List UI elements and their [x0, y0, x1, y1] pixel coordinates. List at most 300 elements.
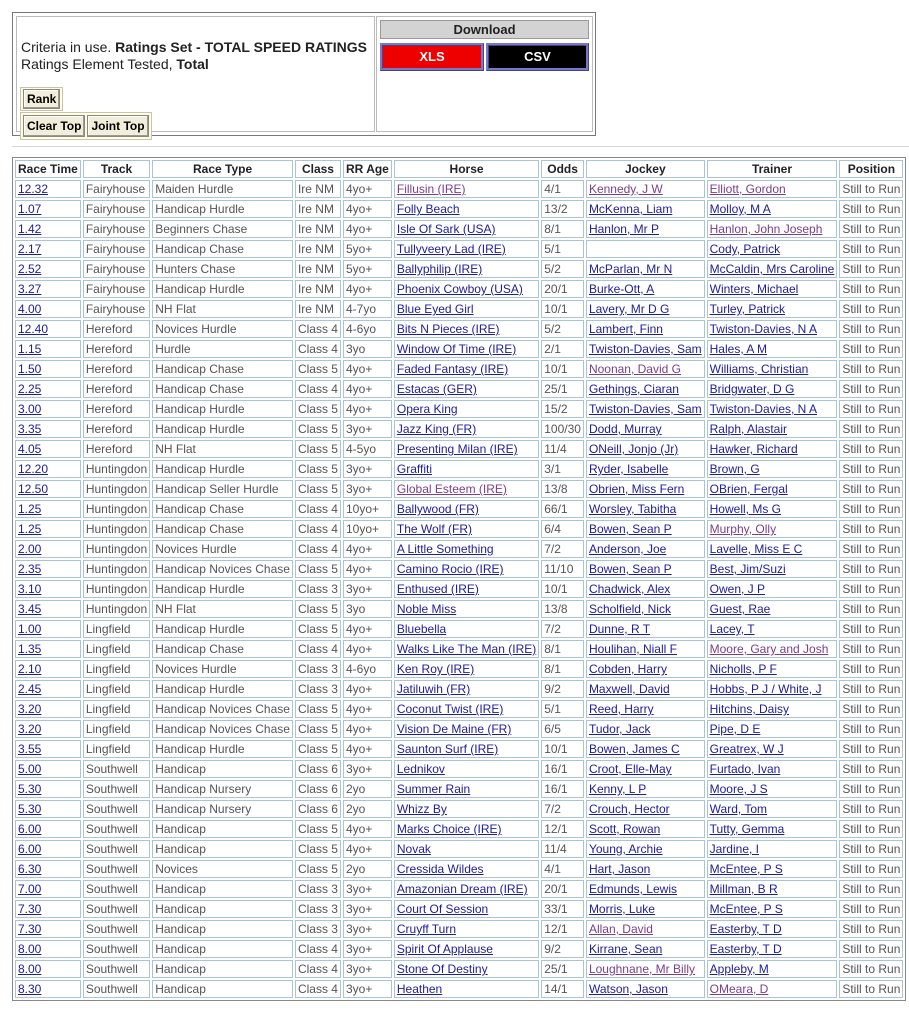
horse-link[interactable]: Summer Rain — [396, 782, 471, 796]
race-time-cell — [15, 380, 81, 398]
horse-cell — [394, 600, 539, 618]
horse-link[interactable]: Isle Of Sark (USA) — [396, 222, 496, 236]
jockey-cell — [586, 780, 705, 798]
trainer-link[interactable]: Lacey, T — [709, 622, 755, 636]
horse-cell — [394, 360, 539, 378]
horse-link[interactable]: Vision De Maine (FR) — [396, 722, 512, 736]
rr-age-cell: 2yo — [343, 800, 392, 818]
race-time-link[interactable]: 12.32 — [18, 182, 49, 196]
race-type-cell: NH Flat — [152, 600, 293, 618]
jockey-cell — [586, 620, 705, 638]
horse-link[interactable]: Saunton Surf (IRE) — [396, 742, 499, 756]
track-cell: Huntingdon — [83, 560, 150, 578]
table-row — [15, 780, 903, 798]
trainer-link[interactable]: Howell, Ms G — [709, 502, 781, 516]
class-cell: Class 5 — [295, 820, 341, 838]
jockey-link[interactable]: Tudor, Jack — [588, 722, 651, 736]
jockey-link[interactable]: McKenna, Liam — [588, 202, 673, 216]
odds-cell: 13/8 — [541, 600, 584, 618]
jockey-link[interactable]: Noonan, David G — [588, 362, 681, 376]
jockey-link[interactable]: Scott, Rowan — [588, 822, 661, 836]
jockey-link[interactable]: Kenny, L P — [588, 782, 647, 796]
trainer-link[interactable]: Twiston-Davies, N A — [709, 402, 818, 416]
jockey-cell — [586, 720, 705, 738]
odds-cell: 9/2 — [541, 940, 584, 958]
trainer-link[interactable]: Elliott, Gordon — [709, 182, 786, 196]
trainer-link[interactable]: Furtado, Ivan — [709, 762, 781, 776]
race-time-cell — [15, 500, 81, 518]
race-time-link[interactable]: 12.50 — [18, 482, 49, 496]
horse-link[interactable]: Fillusin (IRE) — [396, 182, 466, 196]
race-time-cell — [15, 780, 81, 798]
trainer-link[interactable]: Guest, Rae — [709, 602, 771, 616]
race-time-link[interactable]: 7.30 — [18, 922, 42, 936]
joint-top-button[interactable]: Joint Top — [87, 115, 148, 137]
position-cell: Still to Run — [839, 620, 903, 638]
trainer-link[interactable]: Appleby, M — [709, 962, 769, 976]
odds-cell: 5/2 — [541, 260, 584, 278]
race-type-cell: Handicap — [152, 840, 293, 858]
race-time-cell — [15, 860, 81, 878]
race-time-link[interactable]: 2.35 — [18, 562, 42, 576]
trainer-link[interactable]: Hawker, Richard — [709, 442, 798, 456]
horse-cell — [394, 780, 539, 798]
race-time-link[interactable]: 3.45 — [18, 602, 42, 616]
trainer-link[interactable]: McEntee, P S — [709, 902, 783, 916]
race-time-link[interactable]: 3.35 — [18, 422, 42, 436]
trainer-link[interactable]: Jardine, I — [709, 842, 759, 856]
race-time-link[interactable]: 1.00 — [18, 622, 42, 636]
horse-cell — [394, 900, 539, 918]
jockey-link[interactable]: Twiston-Davies, Sam — [588, 402, 702, 416]
horse-link[interactable]: Cruyff Turn — [396, 922, 456, 936]
track-cell: Southwell — [83, 960, 150, 978]
trainer-link[interactable]: Hanlon, John Joseph — [709, 222, 823, 236]
race-time-link[interactable]: 2.25 — [18, 382, 42, 396]
horse-link[interactable]: Jazz King (FR) — [396, 422, 477, 436]
trainer-link[interactable]: Hitchins, Daisy — [709, 702, 789, 716]
position-cell: Still to Run — [839, 820, 903, 838]
jockey-link[interactable]: Young, Archie — [588, 842, 663, 856]
jockey-link[interactable]: Cobden, Harry — [588, 662, 667, 676]
trainer-link[interactable]: Moore, J S — [709, 782, 768, 796]
horse-link[interactable]: Bits N Pieces (IRE) — [396, 322, 500, 336]
class-cell: Class 4 — [295, 380, 341, 398]
race-time-link[interactable]: 1.15 — [18, 342, 42, 356]
horse-cell — [394, 480, 539, 498]
race-type-cell: Handicap Chase — [152, 240, 293, 258]
trainer-link[interactable]: Winters, Michael — [709, 282, 799, 296]
position-cell: Still to Run — [839, 520, 903, 538]
jockey-link[interactable]: Bowen, Sean P — [588, 522, 672, 536]
race-time-link[interactable]: 3.55 — [18, 742, 42, 756]
race-time-link[interactable]: 4.00 — [18, 302, 42, 316]
horse-link[interactable]: Folly Beach — [396, 202, 460, 216]
horse-link[interactable]: Presenting Milan (IRE) — [396, 442, 518, 456]
horse-cell — [394, 760, 539, 778]
race-type-cell: NH Flat — [152, 440, 293, 458]
table-row — [15, 620, 903, 638]
odds-cell: 100/30 — [541, 420, 584, 438]
jockey-link[interactable]: Anderson, Joe — [588, 542, 667, 556]
jockey-link[interactable]: Lavery, Mr D G — [588, 302, 670, 316]
criteria-text — [21, 39, 367, 73]
trainer-link[interactable]: Ward, Tom — [709, 802, 767, 816]
odds-cell: 13/8 — [541, 480, 584, 498]
table-row — [15, 340, 903, 358]
trainer-link[interactable]: McCaldin, Mrs Caroline — [709, 262, 835, 276]
trainer-link[interactable]: Millman, B R — [709, 882, 778, 896]
jockey-link[interactable]: Lambert, Finn — [588, 322, 663, 336]
race-time-link[interactable]: 7.00 — [18, 882, 42, 896]
trainer-cell — [707, 280, 838, 298]
horse-link[interactable]: Ballyphilip (IRE) — [396, 262, 483, 276]
race-type-cell: Hurdle — [152, 340, 293, 358]
rank-button[interactable]: Rank — [23, 89, 60, 109]
jockey-link[interactable]: Loughnane, Mr Billy — [588, 962, 695, 976]
class-cell: Class 4 — [295, 340, 341, 358]
position-cell: Still to Run — [839, 220, 903, 238]
trainer-link[interactable]: Pipe, D E — [709, 722, 761, 736]
horse-link[interactable]: Enthused (IRE) — [396, 582, 479, 596]
race-type-cell: Handicap Hurdle — [152, 580, 293, 598]
jockey-cell — [586, 740, 705, 758]
horse-cell — [394, 400, 539, 418]
jockey-cell — [586, 980, 705, 998]
jockey-link[interactable]: Chadwick, Alex — [588, 582, 671, 596]
race-time-link[interactable]: 2.10 — [18, 662, 42, 676]
race-time-cell — [15, 560, 81, 578]
race-time-link[interactable]: 5.30 — [18, 802, 42, 816]
rr-age-cell: 2yo — [343, 780, 392, 798]
horse-cell — [394, 740, 539, 758]
trainer-link[interactable]: Owen, J P — [709, 582, 765, 596]
jockey-link[interactable]: ONeill, Jonjo (Jr) — [588, 442, 679, 456]
horse-link[interactable]: Bluebella — [396, 622, 447, 636]
race-time-link[interactable]: 8.00 — [18, 962, 42, 976]
trainer-link[interactable]: OBrien, Fergal — [709, 482, 788, 496]
rr-age-cell: 4yo+ — [343, 740, 392, 758]
race-type-cell: Handicap Hurdle — [152, 420, 293, 438]
horse-cell — [394, 680, 539, 698]
trainer-link[interactable]: Hales, A M — [709, 342, 767, 356]
track-cell: Fairyhouse — [83, 240, 150, 258]
jockey-link[interactable]: Watson, Jason — [588, 982, 668, 996]
race-type-cell: Novices — [152, 860, 293, 878]
race-time-link[interactable]: 2.00 — [18, 542, 42, 556]
race-time-link[interactable]: 2.17 — [18, 242, 42, 256]
horse-cell — [394, 860, 539, 878]
jockey-cell — [586, 480, 705, 498]
race-time-link[interactable]: 8.30 — [18, 982, 42, 996]
trainer-cell — [707, 680, 838, 698]
horse-cell — [394, 620, 539, 638]
trainer-link[interactable]: Ralph, Alastair — [709, 422, 788, 436]
download-csv-button[interactable]: CSV — [486, 43, 589, 71]
jockey-link[interactable]: Houlihan, Niall F — [588, 642, 677, 656]
race-time-cell — [15, 640, 81, 658]
horse-cell — [394, 420, 539, 438]
jockey-link[interactable]: McParlan, Mr N — [588, 262, 673, 276]
position-cell: Still to Run — [839, 660, 903, 678]
jockey-link[interactable]: Kennedy, J W — [588, 182, 663, 196]
jockey-link[interactable]: Ryder, Isabelle — [588, 462, 669, 476]
column-header-class: Class — [295, 160, 341, 178]
clear-top-button[interactable]: Clear Top — [23, 115, 85, 137]
race-time-link[interactable]: 5.30 — [18, 782, 42, 796]
jockey-link[interactable]: Allan, David — [588, 922, 653, 936]
jockey-link[interactable]: Morris, Luke — [588, 902, 655, 916]
jockey-cell — [586, 920, 705, 938]
trainer-cell — [707, 940, 838, 958]
table-row — [15, 880, 903, 898]
race-time-cell — [15, 240, 81, 258]
trainer-cell — [707, 980, 838, 998]
race-time-link[interactable]: 1.50 — [18, 362, 42, 376]
odds-cell: 66/1 — [541, 500, 584, 518]
race-type-cell: Handicap Hurdle — [152, 620, 293, 638]
horse-link[interactable]: Cressida Wildes — [396, 862, 484, 876]
class-cell: Class 3 — [295, 660, 341, 678]
race-type-cell: Novices Hurdle — [152, 320, 293, 338]
class-cell: Class 4 — [295, 960, 341, 978]
jockey-cell — [586, 260, 705, 278]
jockey-cell — [586, 900, 705, 918]
odds-cell: 33/1 — [541, 900, 584, 918]
horse-link[interactable]: Ken Roy (IRE) — [396, 662, 475, 676]
race-time-cell — [15, 620, 81, 638]
race-time-link[interactable]: 6.00 — [18, 822, 42, 836]
jockey-link[interactable]: Worsley, Tabitha — [588, 502, 677, 516]
jockey-link[interactable]: Bowen, Sean P — [588, 562, 672, 576]
race-time-link[interactable]: 3.00 — [18, 402, 42, 416]
trainer-link[interactable]: Easterby, T D — [709, 922, 782, 936]
track-cell: Lingfield — [83, 640, 150, 658]
position-cell: Still to Run — [839, 440, 903, 458]
horse-cell — [394, 220, 539, 238]
track-cell: Hereford — [83, 440, 150, 458]
odds-cell: 8/1 — [541, 220, 584, 238]
jockey-cell — [586, 340, 705, 358]
trainer-cell — [707, 880, 838, 898]
race-time-link[interactable]: 2.45 — [18, 682, 42, 696]
trainer-link[interactable]: Turley, Patrick — [709, 302, 785, 316]
race-time-link[interactable]: 1.07 — [18, 202, 42, 216]
race-time-link[interactable]: 7.30 — [18, 902, 42, 916]
race-time-cell — [15, 920, 81, 938]
trainer-link[interactable]: Cody, Patrick — [709, 242, 781, 256]
rr-age-cell: 5yo+ — [343, 260, 392, 278]
horse-link[interactable]: Whizz By — [396, 802, 447, 816]
horse-link[interactable]: Coconut Twist (IRE) — [396, 702, 504, 716]
table-row — [15, 820, 903, 838]
race-type-cell: Handicap — [152, 900, 293, 918]
class-cell: Class 3 — [295, 900, 341, 918]
jockey-link[interactable]: Dunne, R T — [588, 622, 651, 636]
race-time-cell — [15, 760, 81, 778]
race-time-link[interactable]: 1.25 — [18, 502, 42, 516]
trainer-cell — [707, 260, 838, 278]
race-time-cell — [15, 700, 81, 718]
race-time-cell — [15, 960, 81, 978]
race-time-link[interactable]: 12.40 — [18, 322, 49, 336]
race-time-link[interactable]: 3.20 — [18, 702, 42, 716]
horse-link[interactable]: Marks Choice (IRE) — [396, 822, 502, 836]
race-type-cell: Handicap — [152, 880, 293, 898]
race-time-link[interactable]: 8.00 — [18, 942, 42, 956]
jockey-cell — [586, 380, 705, 398]
class-cell: Class 5 — [295, 560, 341, 578]
trainer-link[interactable]: Moore, Gary and Josh — [709, 642, 829, 656]
track-cell: Fairyhouse — [83, 180, 150, 198]
jockey-link[interactable]: Burke-Ott, A — [588, 282, 655, 296]
trainer-link[interactable]: Tutty, Gemma — [709, 822, 785, 836]
jockey-cell — [586, 200, 705, 218]
trainer-link[interactable]: Best, Jim/Suzi — [709, 562, 786, 576]
race-type-cell: Handicap Hurdle — [152, 740, 293, 758]
race-time-link[interactable]: 3.27 — [18, 282, 42, 296]
table-row — [15, 520, 903, 538]
jockey-link[interactable]: Bowen, James C — [588, 742, 680, 756]
track-cell: Huntingdon — [83, 520, 150, 538]
race-time-link[interactable]: 1.42 — [18, 222, 42, 236]
horse-link[interactable]: Lednikov — [396, 762, 445, 776]
race-time-link[interactable]: 3.20 — [18, 722, 42, 736]
horse-link[interactable]: Noble Miss — [396, 602, 457, 616]
race-type-cell: Beginners Chase — [152, 220, 293, 238]
trainer-link[interactable]: OMeara, D — [709, 982, 769, 996]
horse-link[interactable]: Walks Like The Man (IRE) — [396, 642, 537, 656]
odds-cell: 20/1 — [541, 280, 584, 298]
race-time-link[interactable]: 4.05 — [18, 442, 42, 456]
track-cell: Southwell — [83, 900, 150, 918]
trainer-link[interactable]: Twiston-Davies, N A — [709, 322, 818, 336]
horse-cell — [394, 820, 539, 838]
jockey-link[interactable]: Maxwell, David — [588, 682, 670, 696]
rr-age-cell: 4yo+ — [343, 380, 392, 398]
class-cell: Class 5 — [295, 860, 341, 878]
trainer-link[interactable]: McEntee, P S — [709, 862, 783, 876]
horse-link[interactable]: Court Of Session — [396, 902, 489, 916]
trainer-cell — [707, 600, 838, 618]
race-time-link[interactable]: 6.30 — [18, 862, 42, 876]
position-cell: Still to Run — [839, 380, 903, 398]
trainer-link[interactable]: Lavelle, Miss E C — [709, 542, 803, 556]
horse-link[interactable]: Spirit Of Applause — [396, 942, 493, 956]
trainer-link[interactable]: Nicholls, P F — [709, 662, 777, 676]
race-time-link[interactable]: 1.35 — [18, 642, 42, 656]
horse-link[interactable]: Jatiluwih (FR) — [396, 682, 471, 696]
jockey-link[interactable]: Hanlon, Mr P — [588, 222, 659, 236]
rr-age-cell: 3yo+ — [343, 920, 392, 938]
horse-link[interactable]: Tullyveery Lad (IRE) — [396, 242, 506, 256]
race-type-cell: Handicap — [152, 820, 293, 838]
trainer-cell — [707, 480, 838, 498]
horse-link[interactable]: Heathen — [396, 982, 443, 996]
jockey-link[interactable]: Obrien, Miss Fern — [588, 482, 685, 496]
jockey-link[interactable]: Scholfield, Nick — [588, 602, 671, 616]
trainer-link[interactable]: Molloy, M A — [709, 202, 771, 216]
horse-link[interactable]: The Wolf (FR) — [396, 522, 472, 536]
horse-link[interactable]: Stone Of Destiny — [396, 962, 488, 976]
horse-link[interactable]: Phoenix Cowboy (USA) — [396, 282, 523, 296]
horse-link[interactable]: Blue Eyed Girl — [396, 302, 474, 316]
race-time-cell — [15, 680, 81, 698]
jockey-link[interactable]: Croot, Elle-May — [588, 762, 672, 776]
horse-link[interactable]: Graffiti — [396, 462, 432, 476]
column-header-race-time: Race Time — [15, 160, 81, 178]
horse-link[interactable]: Faded Fantasy (IRE) — [396, 362, 509, 376]
jockey-link[interactable]: Kirrane, Sean — [588, 942, 663, 956]
jockey-link[interactable]: Hart, Jason — [588, 862, 651, 876]
horse-cell — [394, 640, 539, 658]
horse-cell — [394, 340, 539, 358]
race-time-cell — [15, 740, 81, 758]
horse-link[interactable]: Global Esteem (IRE) — [396, 482, 507, 496]
trainer-cell — [707, 860, 838, 878]
track-cell: Hereford — [83, 400, 150, 418]
download-xls-button[interactable]: XLS — [380, 43, 484, 71]
horse-link[interactable]: Estacas (GER) — [396, 382, 477, 396]
track-cell: Fairyhouse — [83, 300, 150, 318]
trainer-link[interactable]: Williams, Christian — [709, 362, 809, 376]
element-prefix: Ratings Element Tested, — [21, 56, 177, 72]
horse-link[interactable]: Window Of Time (IRE) — [396, 342, 517, 356]
trainer-link[interactable]: Bridgwater, D G — [709, 382, 795, 396]
jockey-link[interactable]: Reed, Harry — [588, 702, 654, 716]
trainer-cell — [707, 440, 838, 458]
horse-cell — [394, 320, 539, 338]
race-type-cell: Handicap Chase — [152, 500, 293, 518]
race-time-link[interactable]: 6.00 — [18, 842, 42, 856]
race-time-link[interactable]: 12.20 — [18, 462, 49, 476]
race-type-cell: Handicap Hurdle — [152, 680, 293, 698]
horse-link[interactable]: A Little Something — [396, 542, 494, 556]
trainer-link[interactable]: Easterby, T D — [709, 942, 782, 956]
position-cell: Still to Run — [839, 580, 903, 598]
trainer-link[interactable]: Brown, G — [709, 462, 760, 476]
trainer-link[interactable]: Greatrex, W J — [709, 742, 784, 756]
odds-cell: 4/1 — [541, 860, 584, 878]
horse-link[interactable]: Novak — [396, 842, 431, 856]
race-time-link[interactable]: 5.00 — [18, 762, 42, 776]
jockey-link[interactable]: Dodd, Murray — [588, 422, 662, 436]
horse-link[interactable]: Amazonian Dream (IRE) — [396, 882, 528, 896]
horse-link[interactable]: Opera King — [396, 402, 458, 416]
race-time-cell — [15, 820, 81, 838]
trainer-cell — [707, 240, 838, 258]
trainer-cell — [707, 920, 838, 938]
race-time-link[interactable]: 3.10 — [18, 582, 42, 596]
trainer-link[interactable]: Hobbs, P J / White, J — [709, 682, 822, 696]
table-row — [15, 580, 903, 598]
jockey-link[interactable]: Crouch, Hector — [588, 802, 670, 816]
jockey-link[interactable]: Twiston-Davies, Sam — [588, 342, 702, 356]
jockey-link[interactable]: Edmunds, Lewis — [588, 882, 677, 896]
horse-link[interactable]: Ballywood (FR) — [396, 502, 479, 516]
table-row — [15, 400, 903, 418]
odds-cell: 15/2 — [541, 400, 584, 418]
horse-link[interactable]: Camino Rocio (IRE) — [396, 562, 504, 576]
odds-cell: 7/2 — [541, 620, 584, 638]
class-cell: Class 5 — [295, 600, 341, 618]
race-time-link[interactable]: 2.52 — [18, 262, 42, 276]
jockey-cell — [586, 320, 705, 338]
race-time-link[interactable]: 1.25 — [18, 522, 42, 536]
jockey-link[interactable]: Gethings, Ciaran — [588, 382, 679, 396]
table-row — [15, 680, 903, 698]
trainer-link[interactable]: Murphy, Olly — [709, 522, 777, 536]
